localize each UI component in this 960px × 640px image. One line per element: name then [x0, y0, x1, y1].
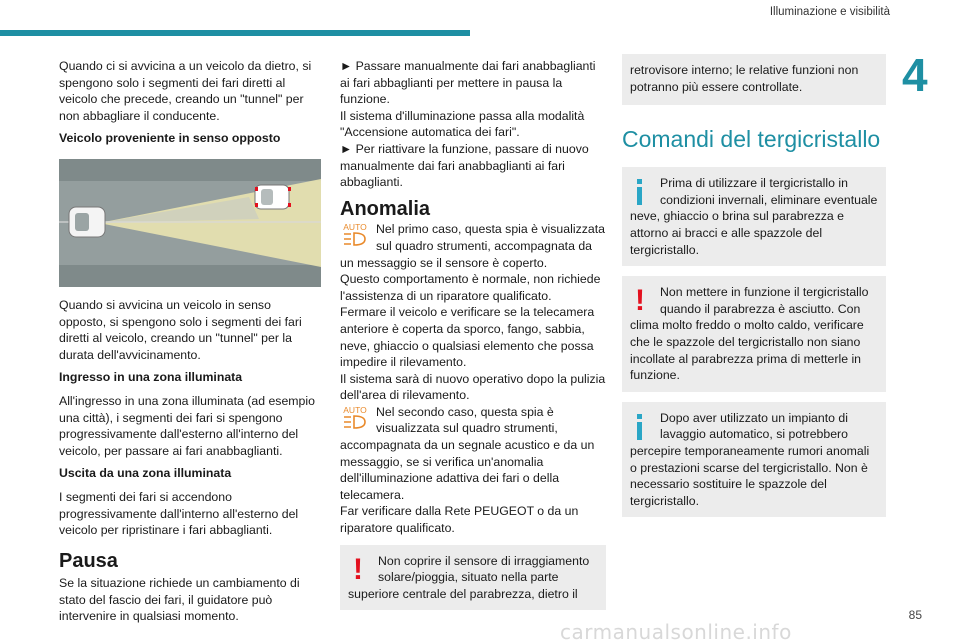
- svg-text:AUTO: AUTO: [343, 222, 367, 233]
- warning-box: [622, 276, 886, 392]
- paragraph: Se la situazione richiede un cambiamento di stato del fascio dei fari, il guidatore può intervenire in qualsiasi momento.: [59, 576, 300, 624]
- column-3: [622, 58, 886, 527]
- paragraph: All'ingresso in una zona illuminata (ad esempio una città), i segmenti dei fari si spengono progressivamente dall'esterno all'interno del veicolo, per passare ai fari anabbaglianti.: [59, 393, 315, 458]
- warning-box: [340, 545, 606, 611]
- page-number: 85: [908, 608, 922, 622]
- info-icon: [630, 177, 650, 207]
- heading-wiper-controls: Comandi del tergicristallo: [622, 126, 881, 153]
- warning-box-continued: [622, 54, 886, 105]
- watermark: carmanualsonline.info: [560, 620, 792, 640]
- paragraph: ► Per riattivare la funzione, passare di nuovo manualmente dai fari anabbaglianti ai fari abbaglianti.: [340, 141, 589, 190]
- svg-text:AUTO: AUTO: [343, 404, 367, 415]
- column-2: [340, 58, 606, 620]
- info-icon: [630, 412, 650, 442]
- paragraph: I segmenti dei fari si accendono progressivamente dall'interno all'esterno del veicolo per ripristinare i fari abbaglianti.: [59, 489, 299, 538]
- section-title: Illuminazione e visibilità: [769, 6, 890, 18]
- info-box: [622, 167, 886, 266]
- info-text: Prima di utilizzare il tergicristallo in condizioni invernali, eliminare eventuale neve, ghiaccio o brina sul parabrezza e attorno ai bracci e alle spazzole del tergicristallo.: [630, 176, 878, 257]
- adaptive-beam-illustration: [59, 159, 321, 287]
- heading-oncoming-vehicle: Veicolo proveniente in senso opposto: [59, 131, 281, 146]
- warning-text: retrovisore interno; le relative funzioni non potranno più essere controllate.: [630, 63, 859, 94]
- warning-icon: !: [635, 284, 645, 318]
- fault-first-case: [340, 221, 606, 271]
- heading-fault: Anomalia: [340, 197, 431, 220]
- heading-lit-zone-entry: Ingresso in una zona illuminata: [59, 370, 243, 385]
- paragraph: Nel primo caso, questa spia è visualizzata sul quadro strumenti, accompagnata da un messaggio se il sensore è coperto.: [340, 222, 605, 270]
- warning-text: Non coprire il sensore di irraggiamento solare/pioggia, situato nella parte superiore centrale del parabrezza, dietro il: [348, 553, 590, 601]
- paragraph: Questo comportamento è normale, non richiede l'assistenza di un riparatore qualificato.: [340, 272, 601, 303]
- paragraph: Far verificare dalla Rete PEUGEOT o da un riparatore qualificato.: [340, 504, 579, 536]
- fault-second-case: [340, 404, 606, 504]
- paragraph: Il sistema sarà di nuovo operativo dopo la pulizia dell'area di rilevamento.: [340, 371, 606, 403]
- paragraph: Quando si avvicina un veicolo in senso opposto, si spengono solo i segmenti dei fari diretti al veicolo, creando un "tunnel" per la durata dell'avvicinamento.: [59, 297, 302, 362]
- paragraph: Quando ci si avvicina a un veicolo da dietro, si spengono solo i segmenti dei fari diretti al veicolo che precede, creando un "tunnel" per non abbagliare il conducente.: [59, 59, 312, 123]
- auto-headlamp-fault-icon: [340, 404, 370, 434]
- info-text: Dopo aver utilizzato un impianto di lavaggio automatico, si potrebbero percepire temporaneamente rumori anomali o prestazioni scarse del tergicristallo. Non è necessario sostituire le spazzole del tergicristallo.: [630, 410, 870, 508]
- info-box: [622, 402, 886, 518]
- paragraph: Fermare il veicolo e verificare se la telecamera anteriore è coperta da sporco, fango, sabbia, neve, ghiaccio o qualsiasi elemento che possa impedire il rilevamento.: [340, 305, 595, 370]
- column-1: [59, 58, 321, 631]
- warning-text: Non mettere in funzione il tergicristallo quando il parabrezza è asciutto. Con clima molto freddo o molto caldo, verificare che le spazzole del tergicristallo non siano incollate al parabrezza prima di metterle in funzione.: [630, 285, 869, 383]
- heading-lit-zone-exit: Uscita da una zona illuminata: [59, 466, 232, 481]
- header-accent-bar: [0, 30, 470, 36]
- warning-icon: !: [353, 552, 363, 586]
- heading-pause: Pausa: [59, 549, 118, 572]
- paragraph: Il sistema d'illuminazione passa alla modalità "Accensione automatica dei fari".: [340, 108, 585, 140]
- chapter-number: 4: [902, 49, 928, 101]
- auto-headlamp-warning-icon: [340, 221, 370, 251]
- paragraph: ► Passare manualmente dai fari anabbaglianti ai fari abbaglianti per mettere in pausa la funzione.: [340, 59, 596, 107]
- paragraph: Nel secondo caso, questa spia è visualizzata sul quadro strumenti, accompagnata da un segnale acustico e da un messaggio, se si verifica un'anomalia dell'illuminazione adattiva dei fari o della telecamera.: [340, 404, 595, 502]
